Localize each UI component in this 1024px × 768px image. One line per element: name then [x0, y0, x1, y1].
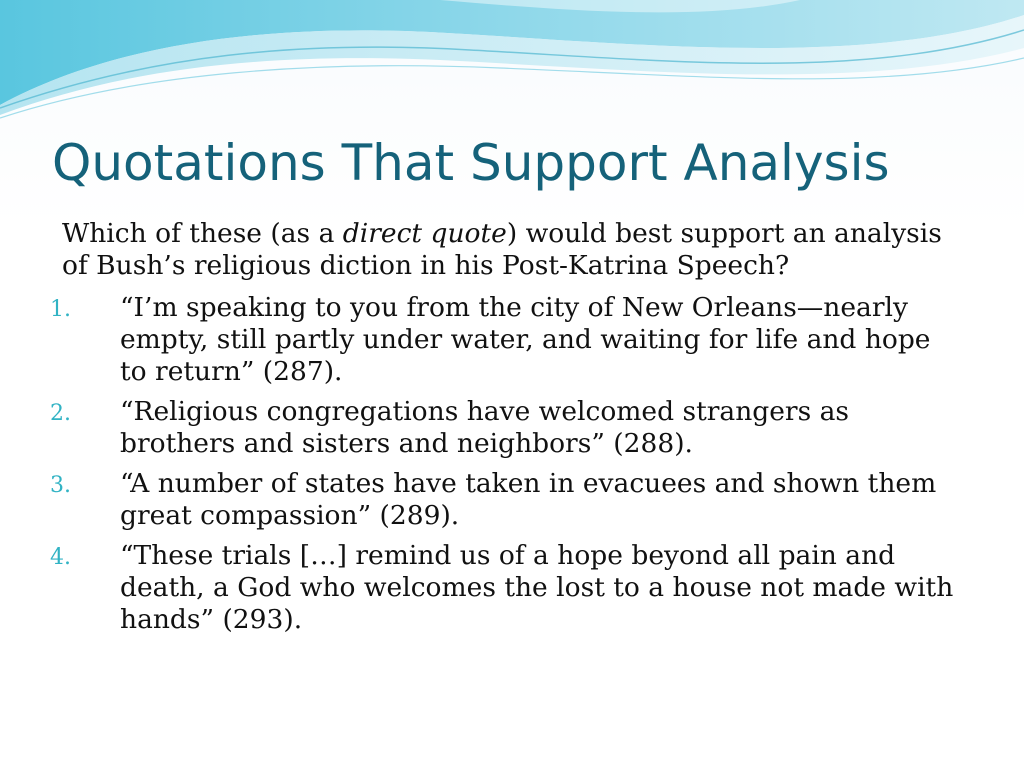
- quote-option-3: [50, 468, 960, 532]
- option-number-3: 3.: [50, 473, 71, 498]
- question-prompt-start: Which of these (as a: [62, 218, 343, 249]
- option-text-1: “I’m speaking to you from the city of New Orleans—nearly empty, still partly under water, and waiting for life and hope to return” (287).: [120, 292, 931, 387]
- question-prompt-emphasis: direct quote: [342, 218, 507, 249]
- slide-title: Quotations That Support Analysis: [52, 134, 890, 192]
- quote-option-1: [50, 292, 960, 388]
- question-prompt: [62, 218, 972, 282]
- option-number-4: 4.: [50, 545, 71, 570]
- quote-option-4: [50, 540, 960, 636]
- quote-options-list: [50, 292, 960, 636]
- option-number-1: 1.: [50, 297, 71, 322]
- option-number-2: 2.: [50, 401, 71, 426]
- question-prompt-end: ) would best support an analysis of Bush’s religious diction in his Post-Katrina Speech?: [62, 218, 942, 281]
- slide-body: [50, 218, 972, 644]
- option-text-4: “These trials […] remind us of a hope beyond all pain and death, a God who welcomes the lost to a house not made with hands” (293).: [120, 540, 954, 635]
- wave-header-decoration: [0, 0, 1024, 130]
- quote-option-2: [50, 396, 960, 460]
- option-text-3: “A number of states have taken in evacuees and shown them great compassion” (289).: [120, 468, 937, 531]
- option-text-2: “Religious congregations have welcomed strangers as brothers and sisters and neighbors” (288).: [120, 396, 850, 459]
